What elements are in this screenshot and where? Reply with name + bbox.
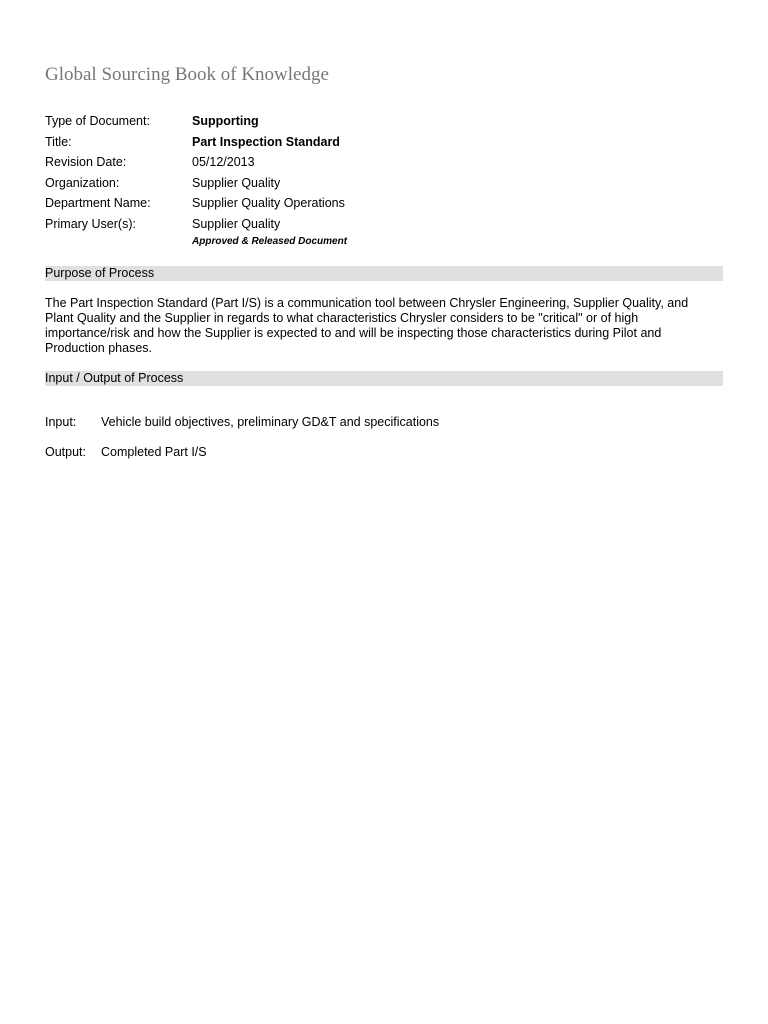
meta-row-department bbox=[45, 195, 445, 216]
meta-row-type bbox=[45, 113, 445, 134]
input-value: Vehicle build objectives, preliminary GD&T and specifications bbox=[101, 415, 440, 429]
meta-row-title bbox=[45, 134, 445, 155]
meta-label-title: Title: bbox=[45, 134, 72, 149]
purpose-paragraph: The Part Inspection Standard (Part I/S) is a communication tool between Chrysler Engineering, Supplier Quality, and Plant Quality and the Supplier in regards to what characteristics Chrysler considers to be "critical" or of high importance/risk and how the Supplier is expected to and will be inspecting those characteristics during Pilot and Production phases. bbox=[45, 296, 689, 355]
section-heading-input-output: Input / Output of Process bbox=[45, 371, 723, 386]
meta-row-revision-date bbox=[45, 154, 445, 175]
input-row bbox=[45, 415, 439, 430]
meta-value-primary-users: Supplier Quality bbox=[192, 216, 281, 231]
input-label: Input: bbox=[45, 415, 77, 429]
meta-row-organization bbox=[45, 175, 445, 196]
page-title: Global Sourcing Book of Knowledge bbox=[45, 64, 329, 85]
meta-label-department: Department Name: bbox=[45, 196, 151, 210]
meta-value-department: Supplier Quality Operations bbox=[192, 196, 345, 210]
meta-label-organization: Organization: bbox=[45, 175, 120, 190]
approval-note: Approved & Released Document bbox=[192, 236, 348, 247]
output-row bbox=[45, 445, 207, 460]
document-metadata-table bbox=[45, 113, 445, 236]
meta-value-revision-date: 05/12/2013 bbox=[192, 155, 255, 169]
output-label: Output: bbox=[45, 445, 86, 459]
meta-label-revision-date: Revision Date: bbox=[45, 155, 127, 169]
meta-label-primary-users: Primary User(s): bbox=[45, 216, 136, 231]
meta-value-title: Part Inspection Standard bbox=[192, 134, 340, 149]
output-value: Completed Part I/S bbox=[101, 445, 207, 459]
meta-value-organization: Supplier Quality bbox=[192, 175, 281, 190]
meta-row-primary-users bbox=[45, 216, 445, 237]
meta-value-type: Supporting bbox=[192, 114, 259, 128]
section-heading-purpose: Purpose of Process bbox=[45, 266, 723, 281]
meta-label-type: Type of Document: bbox=[45, 114, 150, 128]
